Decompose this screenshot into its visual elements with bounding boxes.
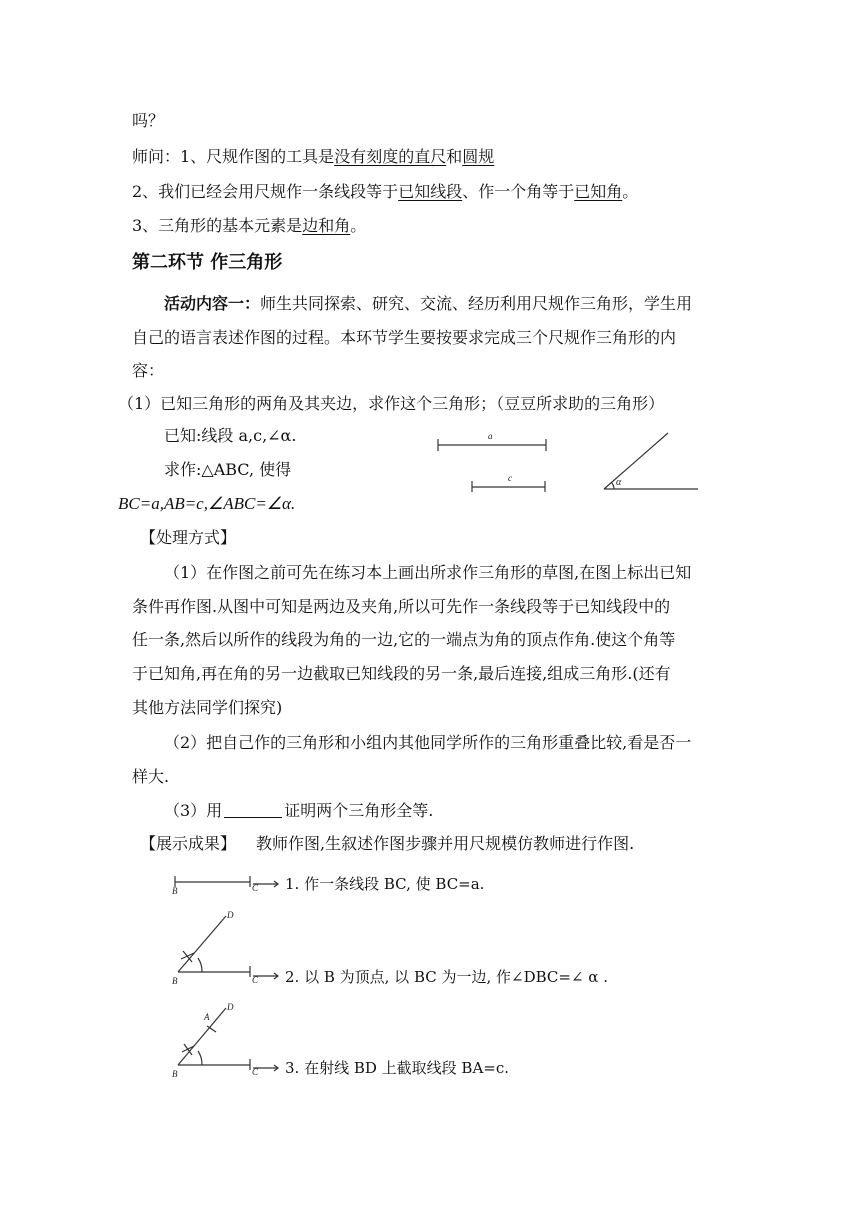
step-3-figure (170, 998, 285, 1080)
step-1-caption: 1. 作一条线段 BC, 使 BC=a. (285, 875, 485, 893)
label-a: a (488, 431, 493, 441)
activity-line-3: 容： (132, 361, 165, 380)
method-p1-line-2: 条件再作图.从图中可知是两边及夹角,所以可先作一条线段等于已知线段中的 (132, 597, 671, 616)
answer-ruler: 没有刻度的直尺 (334, 147, 447, 166)
intro-line-0: 吗？ (132, 111, 165, 130)
construct-statement: 求作:△ABC, 使得 (164, 460, 292, 479)
method-p3: （3）用 证明两个三角形全等. (164, 801, 434, 820)
step-2-caption: 2. 以 B 为顶点, 以 BC 为一边, 作∠DBC=∠ α . (285, 968, 608, 986)
given-figure (430, 425, 710, 500)
question-2: 2、我们已经会用尺规作一条线段等于已知线段、作一个角等于已知角。 (132, 182, 639, 201)
answer-known-segment: 已知线段 (398, 182, 463, 201)
point-a-label: A (204, 1012, 210, 1022)
point-c-label: C (252, 1067, 259, 1077)
point-b-label: B (172, 886, 178, 896)
method-p1-line-4: 于已知角,再在角的另一边截取已知线段的另一条,最后连接,组成三角形.(还有 (132, 664, 671, 683)
activity-line-1: 活动内容一：师生共同探索、研究、交流、经历利用尺规作三角形，学生用 (164, 294, 693, 313)
answer-compass: 圆规 (462, 147, 495, 166)
method-label: 【处理方式】 (140, 528, 237, 547)
question-1: 师问：1、尺规作图的工具是没有刻度的直尺和圆规 (132, 147, 495, 166)
method-p2-line-2: 样大. (132, 767, 170, 786)
step-3-caption: 3. 在射线 BD 上截取线段 BA=c. (285, 1059, 510, 1077)
point-b-label: B (172, 976, 178, 986)
question-3: 3、三角形的基本元素是边和角。 (132, 216, 367, 235)
answer-sides-angles: 边和角 (302, 216, 351, 235)
step-1-figure (170, 870, 285, 898)
task-1: （1）已知三角形的两角及其夹边，求作这个三角形；（豆豆所求助的三角形） (118, 394, 665, 413)
method-p1-line-3: 任一条,然后以所作的线段为角的一边,它的一端点为角的顶点作角.使这个角等 (132, 630, 676, 649)
answer-known-angle: 已知角 (574, 182, 623, 201)
method-p1-line-5: 其他方法同学们探究) (132, 698, 283, 717)
point-c-label: C (252, 975, 259, 985)
known-statement: 已知:线段 a,c,∠α. (164, 426, 297, 445)
section-heading: 第二环节 作三角形 (132, 252, 283, 273)
method-p2-line-1: （2）把自己作的三角形和小组内其他同学所作的三角形重叠比较,看是否一 (164, 733, 692, 752)
point-b-label: B (172, 1069, 178, 1079)
label-c: c (508, 473, 512, 483)
point-d-label: D (227, 1002, 234, 1012)
method-p1-line-1: （1）在作图之前可先在练习本上画出所求作三角形的草图,在图上标出已知 (164, 563, 692, 582)
point-c-label: C (252, 883, 259, 893)
step-2-figure (170, 910, 285, 985)
show-label: 【展示成果】 (140, 834, 237, 853)
show-line: 【展示成果】 教师作图,生叙述作图步骤并用尺规模仿教师进行作图. (140, 834, 635, 853)
point-d-label: D (227, 910, 234, 920)
activity-line-2: 自己的语言表述作图的过程。本环节学生要按要求完成三个尺规作三角形的内 (132, 328, 677, 347)
fill-blank (224, 801, 282, 818)
condition-statement: BC=a,AB=c,∠ABC=∠α. (118, 494, 296, 513)
label-alpha: α (616, 477, 622, 488)
